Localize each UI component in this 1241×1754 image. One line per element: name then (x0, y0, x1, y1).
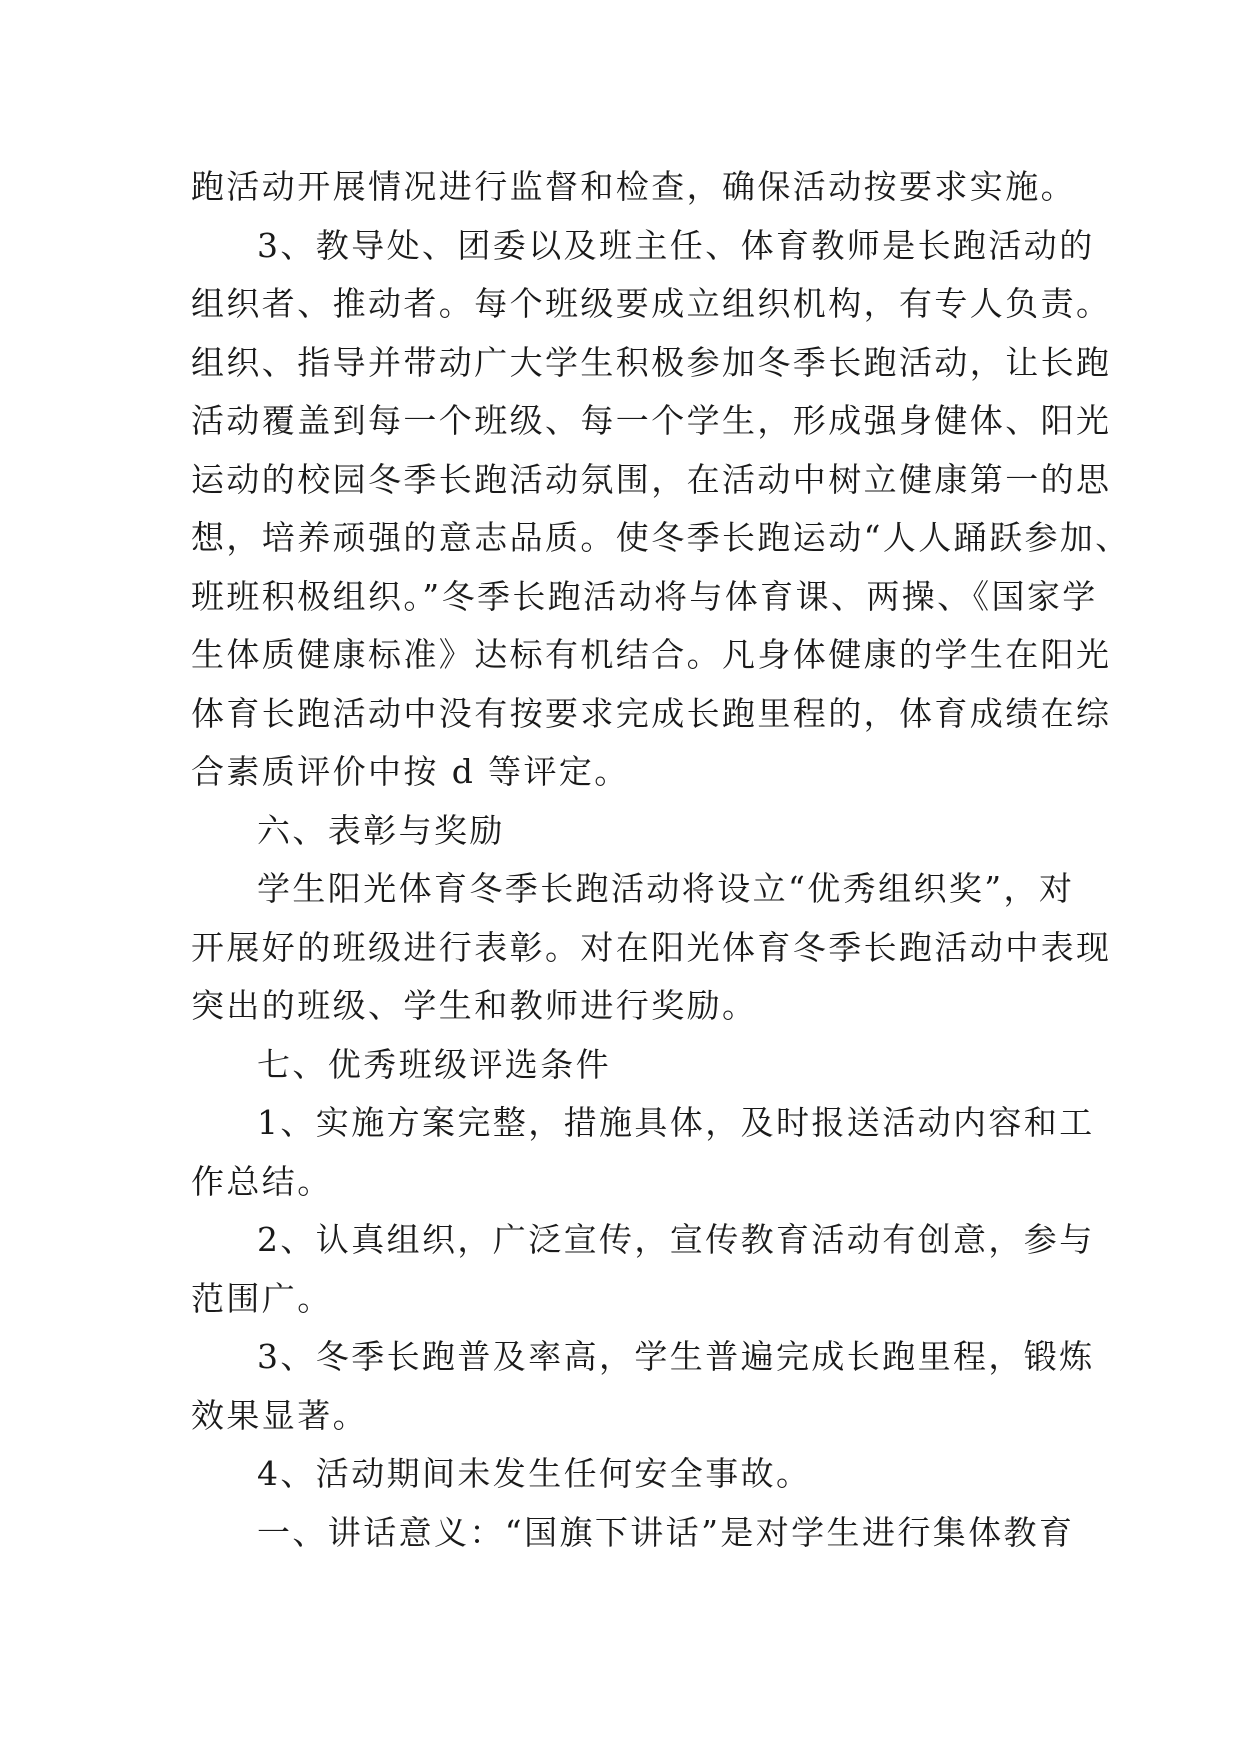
text-line: 1、实施方案完整，措施具体，及时报送活动内容和工 (257, 1103, 1095, 1142)
text-line: 合素质评价中按 d 等评定。 (191, 752, 630, 791)
text-line: 班班积极组织。”冬季长跑活动将与体育课、两操、《国家学 (191, 576, 1098, 616)
text-line: 活动覆盖到每一个班级、每一个学生，形成强身健体、阳光 (191, 401, 1112, 440)
section-heading: 七、优秀班级评选条件 (257, 1044, 611, 1084)
text-line: 突出的班级、学生和教师进行奖励。 (191, 986, 758, 1025)
text-line: 作总结。 (191, 1161, 333, 1201)
text-line: 4、活动期间未发生任何安全事故。 (257, 1454, 812, 1493)
text-line: 生体质健康标准》达标有机结合。凡身体健康的学生在阳光 (191, 635, 1112, 674)
text-line: 想，培养顽强的意志品质。使冬季长跑运动“人人踊跃参加、 (191, 518, 1131, 557)
section-heading: 六、表彰与奖励 (257, 810, 505, 850)
text-line: 跑活动开展情况进行监督和检查，确保活动按要求实施。 (191, 167, 1076, 206)
text-line: 3、教导处、团委以及班主任、体育教师是长跑活动的 (257, 225, 1095, 265)
text-line: 组织、指导并带动广大学生积极参加冬季长跑活动，让长跑 (191, 342, 1112, 382)
text-line: 开展好的班级进行表彰。对在阳光体育冬季长跑活动中表现 (191, 927, 1112, 967)
text-line: 组织者、推动者。每个班级要成立组织机构，有专人负责。 (191, 284, 1112, 323)
text-line: 3、冬季长跑普及率高，学生普遍完成长跑里程，锻炼 (257, 1337, 1095, 1376)
text-line: 范围广。 (191, 1278, 333, 1318)
text-line: 一、讲话意义：“国旗下讲话”是对学生进行集体教育 (257, 1512, 1075, 1552)
document-body (191, 158, 1131, 1562)
text-line: 学生阳光体育冬季长跑活动将设立“优秀组织奖”，对 (257, 869, 1075, 908)
text-line: 运动的校园冬季长跑活动氛围，在活动中树立健康第一的思 (191, 459, 1112, 499)
text-line: 体育长跑活动中没有按要求完成长跑里程的，体育成绩在综 (191, 693, 1112, 733)
text-line: 2、认真组织，广泛宣传，宣传教育活动有创意，参与 (257, 1220, 1095, 1259)
text-line: 效果显著。 (191, 1395, 368, 1435)
